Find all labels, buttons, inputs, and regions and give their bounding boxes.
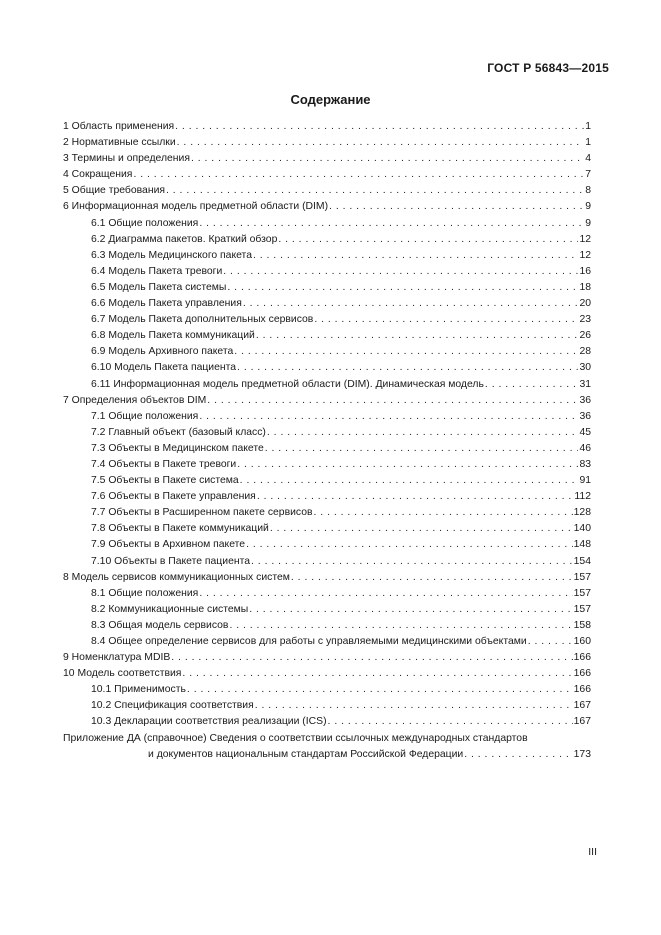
- toc-entry-title: 10.3 Декларации соответствия реализации (ICS): [91, 716, 327, 728]
- toc-entry-page: 7: [585, 169, 591, 181]
- leader-dots: [291, 570, 573, 586]
- toc-entry[interactable]: [63, 554, 591, 570]
- leader-dots: [249, 602, 572, 618]
- page-title: Содержание: [290, 92, 371, 107]
- toc-entry[interactable]: [63, 216, 591, 232]
- toc-entry-title: 6.11 Информационная модель предметной области (DIM). Динамическая модель: [91, 378, 484, 390]
- leader-dots: [314, 312, 578, 328]
- leader-dots: [234, 344, 578, 360]
- toc-entry-title: 6.8 Модель Пакета коммуникаций: [91, 330, 255, 342]
- toc-entry-page: 167: [573, 700, 591, 712]
- appendix-title-line-1: Приложение ДА (справочное) Сведения о соответствии ссылочных международных стандартов: [63, 732, 528, 744]
- leader-dots: [191, 151, 584, 167]
- toc-entry[interactable]: [63, 650, 591, 666]
- leader-dots: [528, 634, 573, 650]
- toc-entry-title: 6.9 Модель Архивного пакета: [91, 346, 234, 358]
- toc-entry[interactable]: [63, 602, 591, 618]
- toc-entry-page: 9: [585, 217, 591, 229]
- toc-entry-title: 7.6 Объекты в Пакете управления: [91, 491, 256, 503]
- leader-dots: [246, 537, 573, 553]
- leader-dots: [329, 199, 584, 215]
- toc-entry[interactable]: [63, 167, 591, 183]
- leader-dots: [166, 183, 584, 199]
- toc-entry[interactable]: [63, 666, 591, 682]
- toc-entry[interactable]: [63, 344, 591, 360]
- toc-entry-title: 7.1 Общие положения: [91, 410, 199, 422]
- table-of-contents: [63, 119, 591, 763]
- toc-entry[interactable]: [63, 714, 591, 730]
- leader-dots: [182, 666, 572, 682]
- toc-entry-page: 166: [573, 668, 591, 680]
- toc-entry-page: 91: [579, 475, 591, 487]
- toc-entry-page: 158: [573, 619, 591, 631]
- leader-dots: [255, 698, 573, 714]
- appendix-title-line-2: и документов национальным стандартам Российской Федерации: [148, 748, 464, 760]
- toc-entry[interactable]: [63, 264, 591, 280]
- toc-entry-title: 7.2 Главный объект (базовый класс): [91, 426, 266, 438]
- toc-entry-page: 12: [579, 249, 591, 261]
- toc-entry-page: 12: [579, 233, 591, 245]
- toc-entry-page: 20: [579, 298, 591, 310]
- toc-entry-page: 166: [573, 684, 591, 696]
- leader-dots: [223, 264, 578, 280]
- toc-entry-page: 112: [574, 491, 591, 503]
- toc-entry-title: 6.1 Общие положения: [91, 217, 199, 229]
- toc-entry-title: 7 Определения объектов DIM: [63, 394, 207, 406]
- toc-entry[interactable]: [63, 280, 591, 296]
- toc-entry-page: 167: [573, 716, 591, 728]
- leader-dots: [267, 425, 579, 441]
- toc-entry-title: 8 Модель сервисов коммуникационных систем: [63, 571, 290, 583]
- toc-entry-title: 6.7 Модель Пакета дополнительных сервисов: [91, 314, 314, 326]
- toc-entry-title: 7.5 Объекты в Пакете система: [91, 475, 239, 487]
- leader-dots: [199, 586, 572, 602]
- toc-entry-title: 1 Область применения: [63, 121, 175, 132]
- leader-dots: [237, 457, 578, 473]
- toc-entry[interactable]: [63, 457, 591, 473]
- toc-entry-page: 36: [579, 410, 591, 422]
- toc-entry[interactable]: [63, 473, 591, 489]
- toc-entry-page: 166: [573, 652, 591, 664]
- toc-entry[interactable]: [63, 248, 591, 264]
- toc-entry-title: 6.4 Модель Пакета тревоги: [91, 265, 223, 277]
- toc-entry-title: 9 Номенклатура MDIB: [63, 652, 171, 664]
- toc-entry[interactable]: [63, 698, 591, 714]
- toc-entry[interactable]: [63, 135, 591, 151]
- toc-entry-page: 9: [585, 201, 591, 213]
- toc-entry-page: 154: [573, 555, 591, 567]
- toc-entry-title: 4 Сокращения: [63, 169, 133, 181]
- toc-entry[interactable]: [63, 586, 591, 602]
- toc-entry-page: 128: [573, 507, 591, 519]
- toc-entry-page: 157: [573, 603, 591, 615]
- leader-dots: [485, 377, 579, 393]
- toc-entry[interactable]: [63, 682, 591, 698]
- toc-entry-title: 7.8 Объекты в Пакете коммуникаций: [91, 523, 269, 535]
- leader-dots: [133, 167, 584, 183]
- toc-entry[interactable]: [63, 521, 591, 537]
- toc-entry-title: 6 Информационная модель предметной области (DIM): [63, 201, 329, 213]
- toc-entry-page: 16: [579, 265, 591, 277]
- toc-entry[interactable]: [63, 618, 591, 634]
- toc-entry-title: 5 Общие требования: [63, 185, 165, 197]
- toc-entry[interactable]: [63, 425, 591, 441]
- toc-entry-page: 157: [573, 571, 591, 583]
- leader-dots: [171, 650, 572, 666]
- toc-entry-page: 83: [579, 458, 591, 470]
- toc-entry-page: 28: [579, 346, 591, 358]
- toc-entry[interactable]: [63, 183, 591, 199]
- toc-entry-title: 7.4 Объекты в Пакете тревоги: [91, 458, 237, 470]
- toc-entry[interactable]: [63, 119, 591, 135]
- toc-entry[interactable]: [63, 634, 591, 650]
- toc-entry[interactable]: [63, 505, 591, 521]
- toc-entry[interactable]: [63, 312, 591, 328]
- toc-entry-page: 148: [573, 539, 591, 551]
- toc-entry[interactable]: [63, 489, 591, 505]
- toc-entry[interactable]: [63, 409, 591, 425]
- toc-entry-title: 10 Модель соответствия: [63, 668, 182, 680]
- toc-entry-page: 26: [579, 330, 591, 342]
- leader-dots: [237, 360, 578, 376]
- toc-entry-title: 3 Термины и определения: [63, 153, 190, 165]
- toc-entry-page: 140: [573, 523, 591, 535]
- leader-dots: [256, 328, 579, 344]
- toc-entry[interactable]: [63, 377, 591, 393]
- toc-entry-page: 45: [579, 426, 591, 438]
- toc-entry-title: 2 Нормативные ссылки: [63, 137, 176, 149]
- leader-dots: [265, 441, 579, 457]
- toc-entry-page: 23: [579, 314, 591, 326]
- toc-entry-page: 31: [579, 378, 591, 390]
- toc-entry-title: 7.3 Объекты в Медицинском пакете: [91, 442, 264, 454]
- toc-entry-page: 160: [573, 636, 591, 647]
- page-number: III: [588, 846, 597, 858]
- toc-entry-title: 8.2 Коммуникационные системы: [91, 603, 249, 615]
- toc-entry-page: 1: [585, 121, 591, 132]
- toc-entry-title: 7.7 Объекты в Расширенном пакете сервисов: [91, 507, 313, 519]
- leader-dots: [251, 554, 573, 570]
- leader-dots: [177, 135, 585, 151]
- leader-dots: [314, 505, 573, 521]
- appendix-page-number: 173: [573, 748, 591, 760]
- toc-entry[interactable]: [63, 199, 591, 215]
- leader-dots: [253, 248, 578, 264]
- toc-entry[interactable]: [63, 360, 591, 376]
- leader-dots: [257, 489, 574, 505]
- toc-entry-title: 6.10 Модель Пакета пациента: [91, 362, 237, 374]
- toc-entry-page: 18: [579, 281, 591, 293]
- toc-entry-title: 8.1 Общие положения: [91, 587, 199, 599]
- toc-entry-title: 7.9 Объекты в Архивном пакете: [91, 539, 246, 551]
- toc-entry-page: 8: [585, 185, 591, 197]
- toc-entry[interactable]: [63, 296, 591, 312]
- appendix-title-line-2-row: [63, 747, 591, 763]
- leader-dots: [175, 119, 584, 135]
- toc-entry-title: 6.6 Модель Пакета управления: [91, 298, 242, 310]
- toc-entry[interactable]: [63, 151, 591, 167]
- toc-entry[interactable]: [63, 441, 591, 457]
- toc-entry-page: 1: [585, 137, 591, 149]
- toc-entry-title: 10.1 Применимость: [91, 684, 186, 696]
- document-header: ГОСТ Р 56843—2015: [487, 61, 609, 75]
- leader-dots: [240, 473, 579, 489]
- toc-entries: [63, 119, 591, 731]
- leader-dots: [207, 393, 578, 409]
- leader-dots: [229, 618, 572, 634]
- toc-entry-title: 8.4 Общее определение сервисов для работы с управляемыми медицинскими объектами: [91, 636, 527, 647]
- leader-dots: [187, 682, 573, 698]
- toc-entry[interactable]: [63, 328, 591, 344]
- toc-entry-page: 36: [579, 394, 591, 406]
- leader-dots: [227, 280, 578, 296]
- toc-appendix-entry[interactable]: [63, 731, 591, 763]
- leader-dots: [270, 521, 573, 537]
- toc-entry[interactable]: [63, 537, 591, 553]
- toc-entry-page: 157: [573, 587, 591, 599]
- leader-dots: [328, 714, 573, 730]
- toc-entry-title: 6.5 Модель Пакета системы: [91, 281, 227, 293]
- toc-entry-title: 8.3 Общая модель сервисов: [91, 619, 229, 631]
- leader-dots: [243, 296, 579, 312]
- toc-entry-title: 7.10 Объекты в Пакете пациента: [91, 555, 251, 567]
- toc-entry[interactable]: [63, 393, 591, 409]
- leader-dots: [199, 216, 584, 232]
- toc-entry-title: 6.2 Диаграмма пакетов. Краткий обзор: [91, 233, 278, 245]
- toc-entry-page: 30: [579, 362, 591, 374]
- leader-dots: [464, 747, 572, 763]
- toc-entry-page: 4: [585, 153, 591, 165]
- toc-entry[interactable]: [63, 232, 591, 248]
- toc-entry-title: 6.3 Модель Медицинского пакета: [91, 249, 252, 261]
- toc-entry-page: 46: [579, 442, 591, 454]
- toc-entry[interactable]: [63, 570, 591, 586]
- toc-entry-title: 10.2 Спецификация соответствия: [91, 700, 254, 712]
- leader-dots: [199, 409, 578, 425]
- leader-dots: [278, 232, 578, 248]
